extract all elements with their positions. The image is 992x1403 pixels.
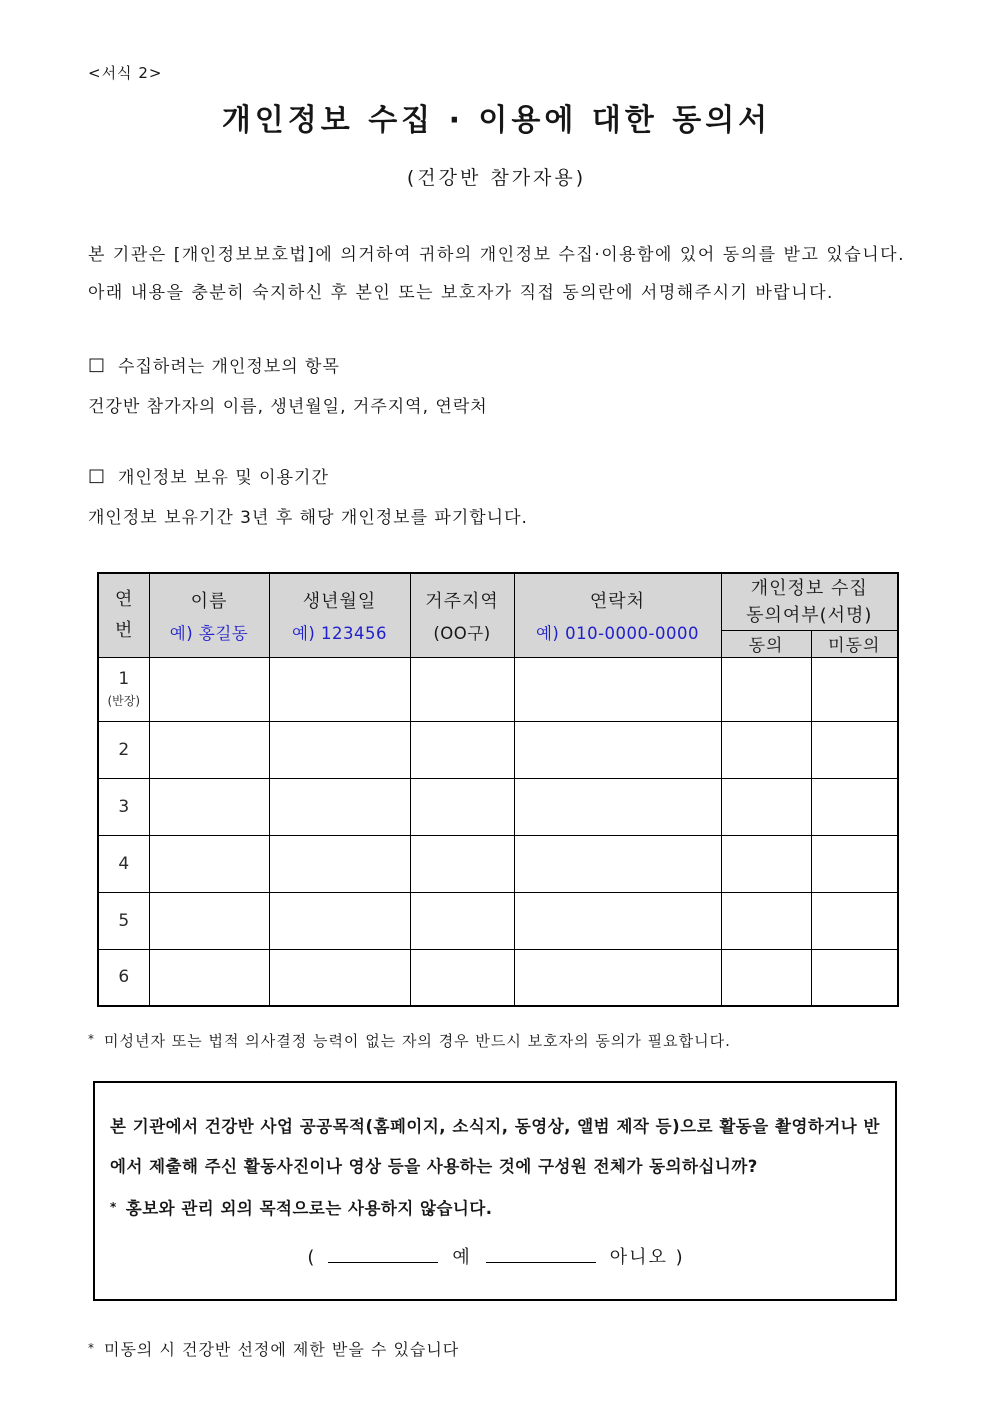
region-cell[interactable] — [410, 657, 514, 721]
region-example: (OO구) — [433, 623, 491, 643]
media-consent-box — [93, 1081, 897, 1301]
col-header-region: 거주지역 (OO구) — [410, 573, 514, 657]
section-retention-period-body: 개인정보 보유기간 3년 후 해당 개인정보를 파기합니다. — [88, 508, 528, 528]
checkbox-icon: □ — [88, 464, 107, 486]
disagree-sign-cell[interactable] — [811, 778, 898, 835]
agree-sign-cell[interactable] — [721, 778, 811, 835]
disagree-sign-cell[interactable] — [811, 835, 898, 892]
no-signature-blank[interactable] — [486, 1244, 596, 1263]
section-heading-text: 개인정보 보유 및 이용기간 — [118, 468, 329, 488]
yes-signature-blank[interactable] — [328, 1244, 438, 1263]
table-row — [98, 657, 898, 721]
row-number: 5 — [98, 892, 149, 949]
agree-sign-cell[interactable] — [721, 892, 811, 949]
section-collected-items — [88, 352, 905, 417]
col-header-contact: 연락처 예) 010-0000-0000 — [514, 573, 721, 657]
contact-cell[interactable] — [514, 778, 721, 835]
close-paren: ) — [675, 1247, 683, 1268]
contact-cell[interactable] — [514, 721, 721, 778]
media-consent-note: * 홍보와 관리 외의 목적으로는 사용하지 않습니다. — [110, 1199, 493, 1218]
media-consent-question: 본 기관에서 건강반 사업 공공목적(홈페이지, 소식지, 동영상, 앨범 제작 등)으로 활동을 촬영하거나 반에서 제출해 주신 활동사진이나 영상 등을 사용하는 것에 구성원 전체가 동의하십니까? — [110, 1117, 880, 1176]
birthdate-example: 예) 123456 — [291, 623, 388, 643]
section-retention-period — [88, 463, 905, 528]
intro-paragraph: 본 기관은 [개인정보보호법]에 의거하여 귀하의 개인정보 수집·이용함에 있어 동의를 받고 있습니다. 아래 내용을 충분히 숙지하신 후 본인 또는 보호자가 직접 동의란에 서명해주시기 바랍니다. — [88, 245, 905, 303]
name-cell[interactable] — [149, 721, 269, 778]
name-cell[interactable] — [149, 778, 269, 835]
col-header-name: 이름 예) 홍길동 — [149, 573, 269, 657]
row-number: 3 — [98, 778, 149, 835]
answer-line — [110, 1243, 880, 1269]
row-number: 1 (반장) — [98, 657, 149, 721]
birthdate-cell[interactable] — [269, 778, 410, 835]
birthdate-cell[interactable] — [269, 835, 410, 892]
disagree-sign-cell[interactable] — [811, 657, 898, 721]
asterisk-marker: * — [88, 1341, 95, 1355]
agree-sign-cell[interactable] — [721, 657, 811, 721]
region-cell[interactable] — [410, 721, 514, 778]
table-row — [98, 949, 898, 1006]
disagree-sign-cell[interactable] — [811, 892, 898, 949]
section-collected-items-body: 건강반 참가자의 이름, 생년월일, 거주지역, 연락처 — [88, 397, 488, 417]
no-label: 아니오 — [609, 1247, 668, 1268]
col-header-disagree: 미동의 — [811, 630, 898, 657]
region-cell[interactable] — [410, 949, 514, 1006]
agree-sign-cell[interactable] — [721, 949, 811, 1006]
section-collected-items-heading — [88, 352, 905, 377]
col-header-consent-group: 개인정보 수집 동의여부(서명) — [721, 573, 898, 630]
col-header-no: 연번 — [98, 573, 149, 657]
agree-sign-cell[interactable] — [721, 721, 811, 778]
participant-table — [97, 572, 899, 1007]
name-example: 예) 홍길동 — [169, 623, 249, 643]
selection-footnote: * 미동의 시 건강반 선정에 제한 받을 수 있습니다 — [88, 1340, 460, 1359]
asterisk-marker: * — [110, 1200, 117, 1214]
row-number: 4 — [98, 835, 149, 892]
contact-cell[interactable] — [514, 835, 721, 892]
page-subtitle: (건강반 참가자용) — [406, 167, 587, 189]
name-cell[interactable] — [149, 949, 269, 1006]
section-heading-text: 수집하려는 개인정보의 항목 — [118, 357, 340, 377]
row-number: 6 — [98, 949, 149, 1006]
contact-cell[interactable] — [514, 892, 721, 949]
region-cell[interactable] — [410, 892, 514, 949]
page-title: 개인정보 수집 · 이용에 대한 동의서 — [221, 103, 772, 138]
birthdate-cell[interactable] — [269, 657, 410, 721]
name-cell[interactable] — [149, 657, 269, 721]
table-row — [98, 778, 898, 835]
name-cell[interactable] — [149, 835, 269, 892]
contact-cell[interactable] — [514, 949, 721, 1006]
contact-example: 예) 010-0000-0000 — [535, 623, 699, 643]
region-cell[interactable] — [410, 778, 514, 835]
guardian-footnote: * 미성년자 또는 법적 의사결정 능력이 없는 자의 경우 반드시 보호자의 동의가 필요합니다. — [88, 1032, 731, 1050]
disagree-sign-cell[interactable] — [811, 721, 898, 778]
open-paren: ( — [307, 1247, 315, 1268]
asterisk-marker: * — [88, 1032, 95, 1046]
name-cell[interactable] — [149, 892, 269, 949]
birthdate-cell[interactable] — [269, 949, 410, 1006]
yes-label: 예 — [452, 1247, 472, 1268]
form-label: <서식 2> — [88, 64, 163, 82]
table-row — [98, 721, 898, 778]
contact-cell[interactable] — [514, 657, 721, 721]
row-leader-note: (반장) — [107, 694, 141, 708]
col-header-agree: 동의 — [721, 630, 811, 657]
disagree-sign-cell[interactable] — [811, 949, 898, 1006]
section-retention-period-heading — [88, 463, 905, 488]
table-row — [98, 835, 898, 892]
birthdate-cell[interactable] — [269, 892, 410, 949]
agree-sign-cell[interactable] — [721, 835, 811, 892]
checkbox-icon: □ — [88, 353, 107, 375]
region-cell[interactable] — [410, 835, 514, 892]
col-header-birthdate: 생년월일 예) 123456 — [269, 573, 410, 657]
birthdate-cell[interactable] — [269, 721, 410, 778]
table-row — [98, 892, 898, 949]
row-number: 2 — [98, 721, 149, 778]
